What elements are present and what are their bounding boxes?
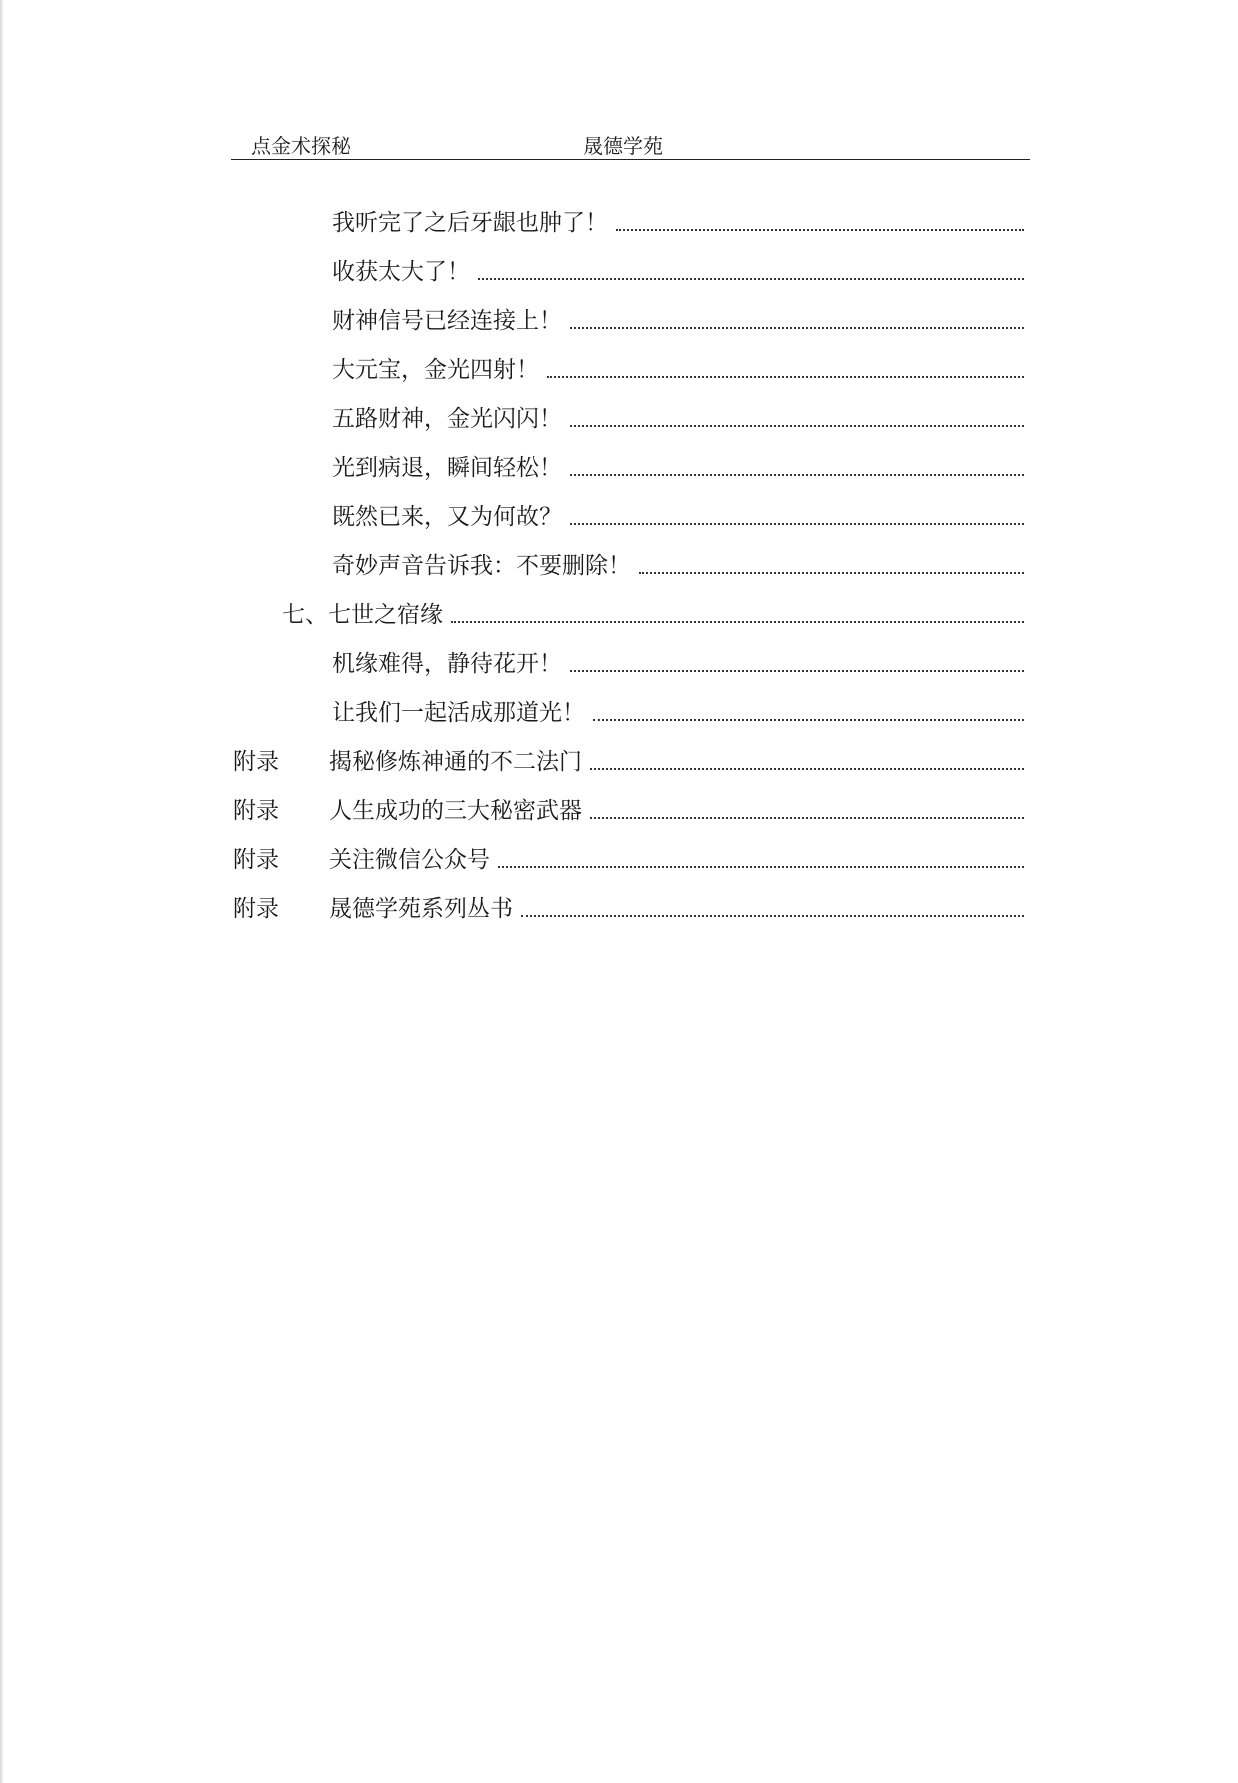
toc-appendix-title: 揭秘修炼神通的不二法门 [329, 749, 582, 775]
toc-leader-dots [616, 229, 1024, 231]
toc-leader-dots [570, 670, 1024, 672]
toc-entry-title: 让我们一起活成那道光！ [332, 700, 585, 726]
toc-entry [231, 196, 1120, 245]
toc-appendix-title: 关注微信公众号 [329, 847, 490, 873]
toc-appendix-prefix: 附录 [233, 896, 279, 922]
toc-entry [231, 441, 1120, 490]
toc-leader-dots [639, 572, 1024, 574]
toc-leader-dots [570, 327, 1024, 329]
toc-leader-dots [498, 866, 1024, 868]
header-book-title: 点金术探秘 [251, 134, 351, 158]
table-of-contents [231, 196, 1030, 931]
toc-entry-title: 收获太大了！ [332, 259, 470, 285]
toc-entry-title: 财神信号已经连接上！ [332, 308, 562, 334]
toc-leader-dots [570, 425, 1024, 427]
toc-leader-dots [547, 376, 1024, 378]
toc-leader-dots [590, 768, 1024, 770]
toc-entry-title: 奇妙声音告诉我：不要删除！ [332, 553, 631, 579]
toc-entry-title: 机缘难得，静待花开！ [332, 651, 562, 677]
toc-entry [231, 245, 1120, 294]
toc-leader-dots [570, 474, 1024, 476]
toc-entry [231, 637, 1120, 686]
toc-appendix-entry [231, 784, 1120, 833]
toc-appendix-title: 晟德学苑系列丛书 [329, 896, 513, 922]
toc-entry [231, 392, 1120, 441]
toc-entry [231, 686, 1120, 735]
toc-entry [231, 294, 1120, 343]
toc-entry-title: 既然已来，又为何故？ [332, 504, 562, 530]
toc-chapter-entry [231, 588, 1120, 637]
toc-leader-dots [521, 915, 1024, 917]
toc-appendix-prefix: 附录 [233, 847, 279, 873]
toc-leader-dots [590, 817, 1024, 819]
toc-entry [231, 539, 1120, 588]
toc-appendix-entry [231, 735, 1120, 784]
toc-entry-title: 大元宝，金光四射！ [332, 357, 539, 383]
running-header [231, 126, 1030, 160]
toc-leader-dots [570, 523, 1024, 525]
toc-leader-dots [451, 621, 1024, 623]
toc-leader-dots [478, 278, 1024, 280]
toc-entry-title: 五路财神，金光闪闪！ [332, 406, 562, 432]
toc-entry-title: 光到病退，瞬间轻松！ [332, 455, 562, 481]
toc-entry-title: 我听完了之后牙龈也肿了！ [332, 210, 608, 236]
page-edge-shadow [0, 0, 4, 1783]
toc-appendix-title: 人生成功的三大秘密武器 [329, 798, 582, 824]
toc-entry [231, 343, 1120, 392]
toc-leader-dots [593, 719, 1024, 721]
header-publisher: 晟德学苑 [583, 134, 663, 158]
toc-appendix-prefix: 附录 [233, 798, 279, 824]
toc-entry [231, 490, 1120, 539]
header-rule [231, 159, 1030, 160]
toc-chapter-title: 七、七世之宿缘 [282, 602, 443, 628]
toc-appendix-entry [231, 833, 1120, 882]
toc-appendix-prefix: 附录 [233, 749, 279, 775]
toc-appendix-entry [231, 882, 1120, 931]
